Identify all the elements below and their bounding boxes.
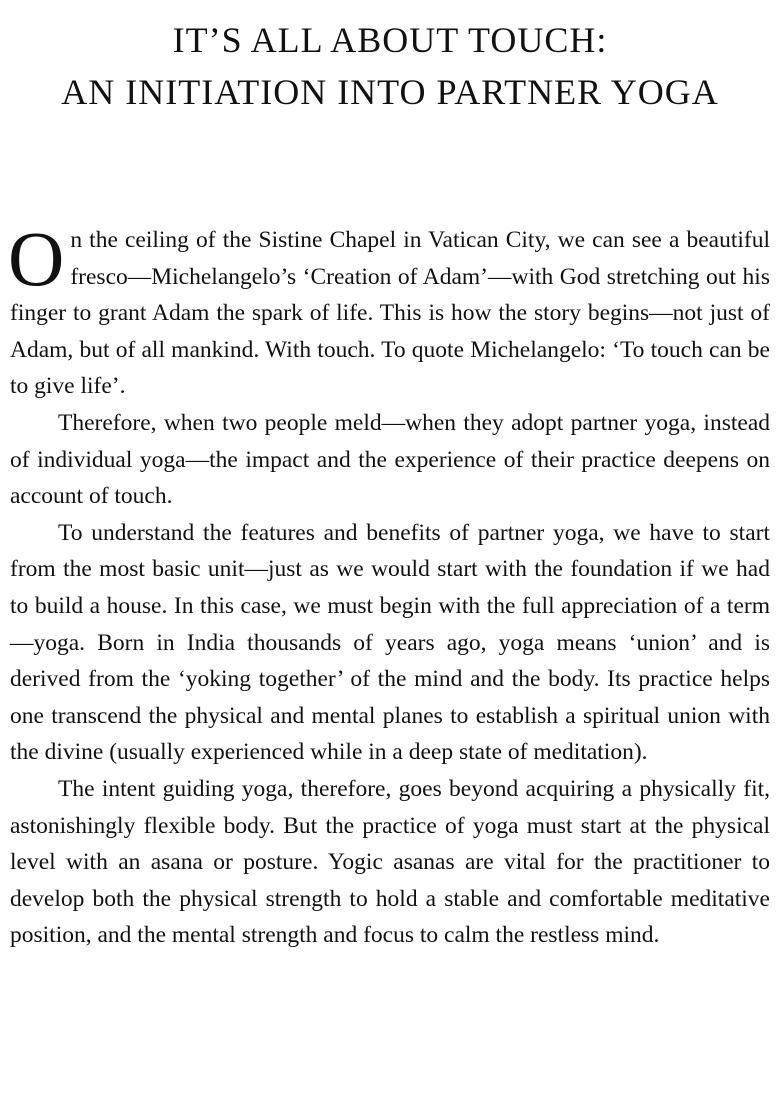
paragraph-1-text: n the ceiling of the Sistine Chapel in Vatican City, we can see a beautiful fresco—Michelangelo’s ‘Creation of Adam’—with God stretching out his finger to grant Adam the spark of life. This is how the story begins—not just of Adam, but of all mankind. With touch. To quote Michelangelo: ‘To touch can be to give life’.	[10, 227, 770, 400]
chapter-title-line-1: IT’S ALL ABOUT TOUCH:	[172, 20, 608, 60]
paragraph-4: The intent guiding yoga, therefore, goes beyond acquiring a physically fit, astonishingly flexible body. But the practice of yoga must start at the physical level with an asana or posture. Yogic asanas are vital for the practitioner to develop both the physical strength to hold a stable and comfortable meditative position, and the mental strength and focus to calm the restless mind.	[10, 775, 770, 949]
chapter-title-line-2: AN INITIATION INTO PARTNER YOGA	[61, 72, 719, 112]
chapter-title	[10, 0, 770, 118]
paragraph-2: Therefore, when two people meld—when they adopt partner yoga, instead of individual yoga—the impact and the experience of their practice deepens on account of touch.	[10, 409, 770, 510]
paragraph-1	[8, 215, 770, 405]
chapter-body	[8, 215, 770, 954]
paragraph-3: To understand the features and benefits of partner yoga, we have to start from the most basic unit—just as we would start with the foundation if we had to build a house. In this case, we must begin with the full appreciation of a term—yoga. Born in India thousands of years ago, yoga means ‘union’ and is derived from the ‘yoking together’ of the mind and the body. Its practice helps one transcend the physical and mental planes to establish a spiritual union with the divine (usually experienced while in a deep state of meditation).	[10, 519, 770, 766]
book-page	[10, 0, 770, 1108]
drop-cap: O	[8, 215, 65, 302]
